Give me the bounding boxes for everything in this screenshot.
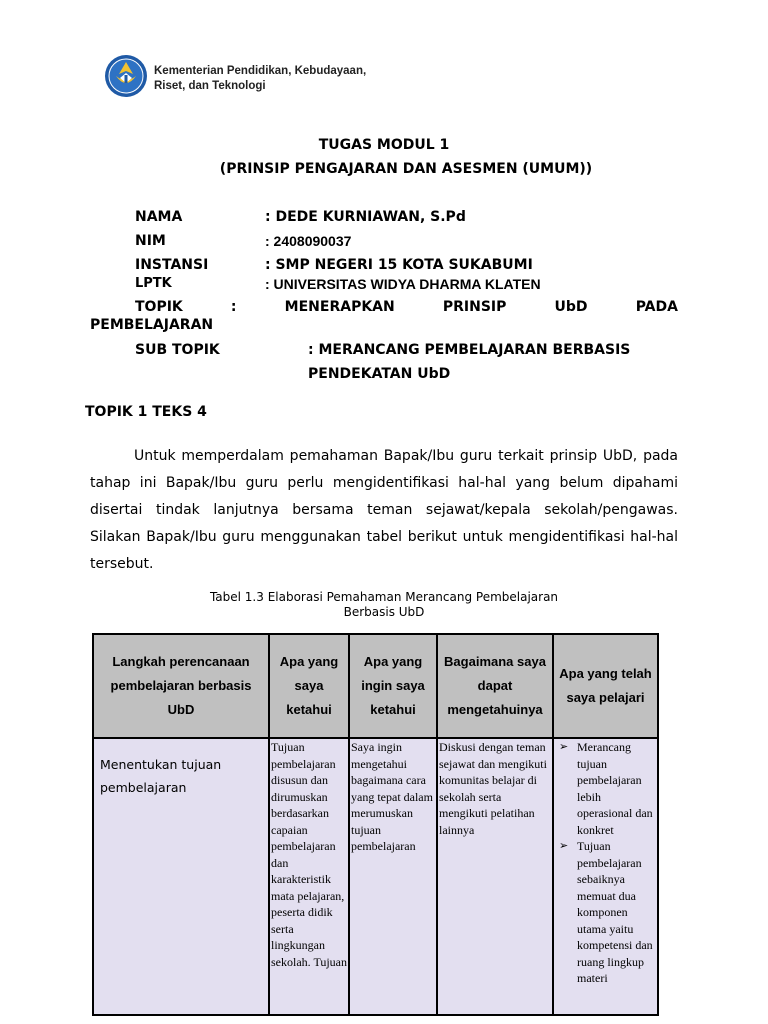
- ministry-name-line1: Kementerian Pendidikan, Kebudayaan,: [154, 65, 367, 77]
- list-item: [555, 739, 656, 838]
- nama-value: : DEDE KURNIAWAN, S.Pd: [265, 209, 466, 225]
- document-title: TUGAS MODUL 1: [318, 137, 450, 153]
- instansi-value: : SMP NEGERI 15 KOTA SUKABUMI: [265, 257, 533, 273]
- topik-word-3: PRINSIP: [442, 299, 507, 315]
- section-heading: TOPIK 1 TEKS 4: [85, 404, 207, 420]
- sub-topik-value-line1: : MERANCANG PEMBELAJARAN BERBASIS: [308, 342, 631, 358]
- tut-wuri-handayani-logo-icon: [104, 54, 148, 98]
- ministry-name: [154, 64, 366, 94]
- table-row: [93, 738, 658, 1015]
- nama-label: NAMA: [135, 209, 183, 225]
- intro-paragraph: Untuk memperdalam pemahaman Bapak/Ibu guru terkait prinsip UbD, pada tahap ini Bapak/Ibu guru perlu mengidentifikasi hal-hal yang belum dipahami disertai tindak lanjutnya bersama teman sejawat/kepala sekolah/pengawas. Silakan Bapak/Ibu guru menggunakan tabel berikut untuk mengidentifikasi hal-hal tersebut.: [90, 448, 678, 572]
- topik-continuation: PEMBELAJARAN: [90, 317, 214, 333]
- list-item: [555, 838, 656, 987]
- ministry-name-line2: Riset, dan Teknologi: [154, 80, 266, 92]
- topik-word-2: MENERAPKAN: [284, 299, 395, 315]
- cell-what-i-want-to-know: Saya ingin mengetahui bagaimana cara yang tepat dalam merumuskan tujuan pembelajaran: [349, 738, 437, 1015]
- sub-topik-value-line2: PENDEKATAN UbD: [308, 366, 451, 382]
- sub-topik-label: SUB TOPIK: [135, 342, 220, 358]
- header-what-i-learned: Apa yang telah saya pelajari: [553, 634, 658, 738]
- table-header-row: [93, 634, 658, 738]
- topik-label: TOPIK: [135, 299, 183, 315]
- learned-list: [555, 739, 656, 987]
- instansi-label: INSTANSI: [135, 257, 209, 273]
- header-planning-step: Langkah perencanaan pembelajaran berbasis UbD: [93, 634, 269, 738]
- document-subtitle: (PRINSIP PENGAJARAN DAN ASESMEN (UMUM)): [219, 161, 593, 177]
- learned-item-1: Merancang tujuan pembelajaran lebih operasional dan konkret: [577, 740, 653, 837]
- cell-how-to-find-out: Diskusi dengan teman sejawat dan mengikuti komunitas belajar di sekolah serta mengikuti pelatihan lainnya: [437, 738, 553, 1015]
- lptk-label: LPTK: [135, 276, 172, 291]
- lptk-value: : UNIVERSITAS WIDYA DHARMA KLATEN: [265, 276, 541, 292]
- nim-label: NIM: [135, 233, 166, 249]
- nim-value: : 2408090037: [265, 233, 352, 249]
- header-how-to-find-out: Bagaimana saya dapat mengetahuinya: [437, 634, 553, 738]
- learned-item-2: Tujuan pembelajaran sebaiknya memuat dua komponen utama yaitu kompetensi dan ruang lingkup materi: [577, 839, 653, 985]
- table-caption: [0, 590, 768, 620]
- header-what-i-want-to-know: Apa yang ingin saya ketahui: [349, 634, 437, 738]
- ministry-header: [104, 54, 374, 100]
- table-caption-line1: Tabel 1.3 Elaborasi Pemahaman Merancang Pembelajaran: [209, 590, 559, 604]
- topik-word-5: PADA: [635, 299, 678, 315]
- arrow-bullet-icon: ➢: [559, 741, 569, 753]
- elaboration-table: [92, 633, 659, 1016]
- cell-what-i-learned: [553, 738, 658, 1015]
- cell-planning-step: Menentukan tujuan pembelajaran: [93, 738, 269, 1015]
- topik-word-1: :: [230, 299, 237, 315]
- header-what-i-know: Apa yang saya ketahui: [269, 634, 349, 738]
- topik-word-4: UbD: [554, 299, 588, 315]
- topik-row: [135, 299, 678, 315]
- cell-what-i-know: Tujuan pembelajaran disusun dan dirumuskan berdasarkan capaian pembelajaran dan karakteristik mata pelajaran, peserta didik serta lingkungan sekolah. Tujuan: [269, 738, 349, 1015]
- table-caption-line2: Berbasis UbD: [343, 605, 425, 619]
- arrow-bullet-icon: ➢: [559, 840, 569, 852]
